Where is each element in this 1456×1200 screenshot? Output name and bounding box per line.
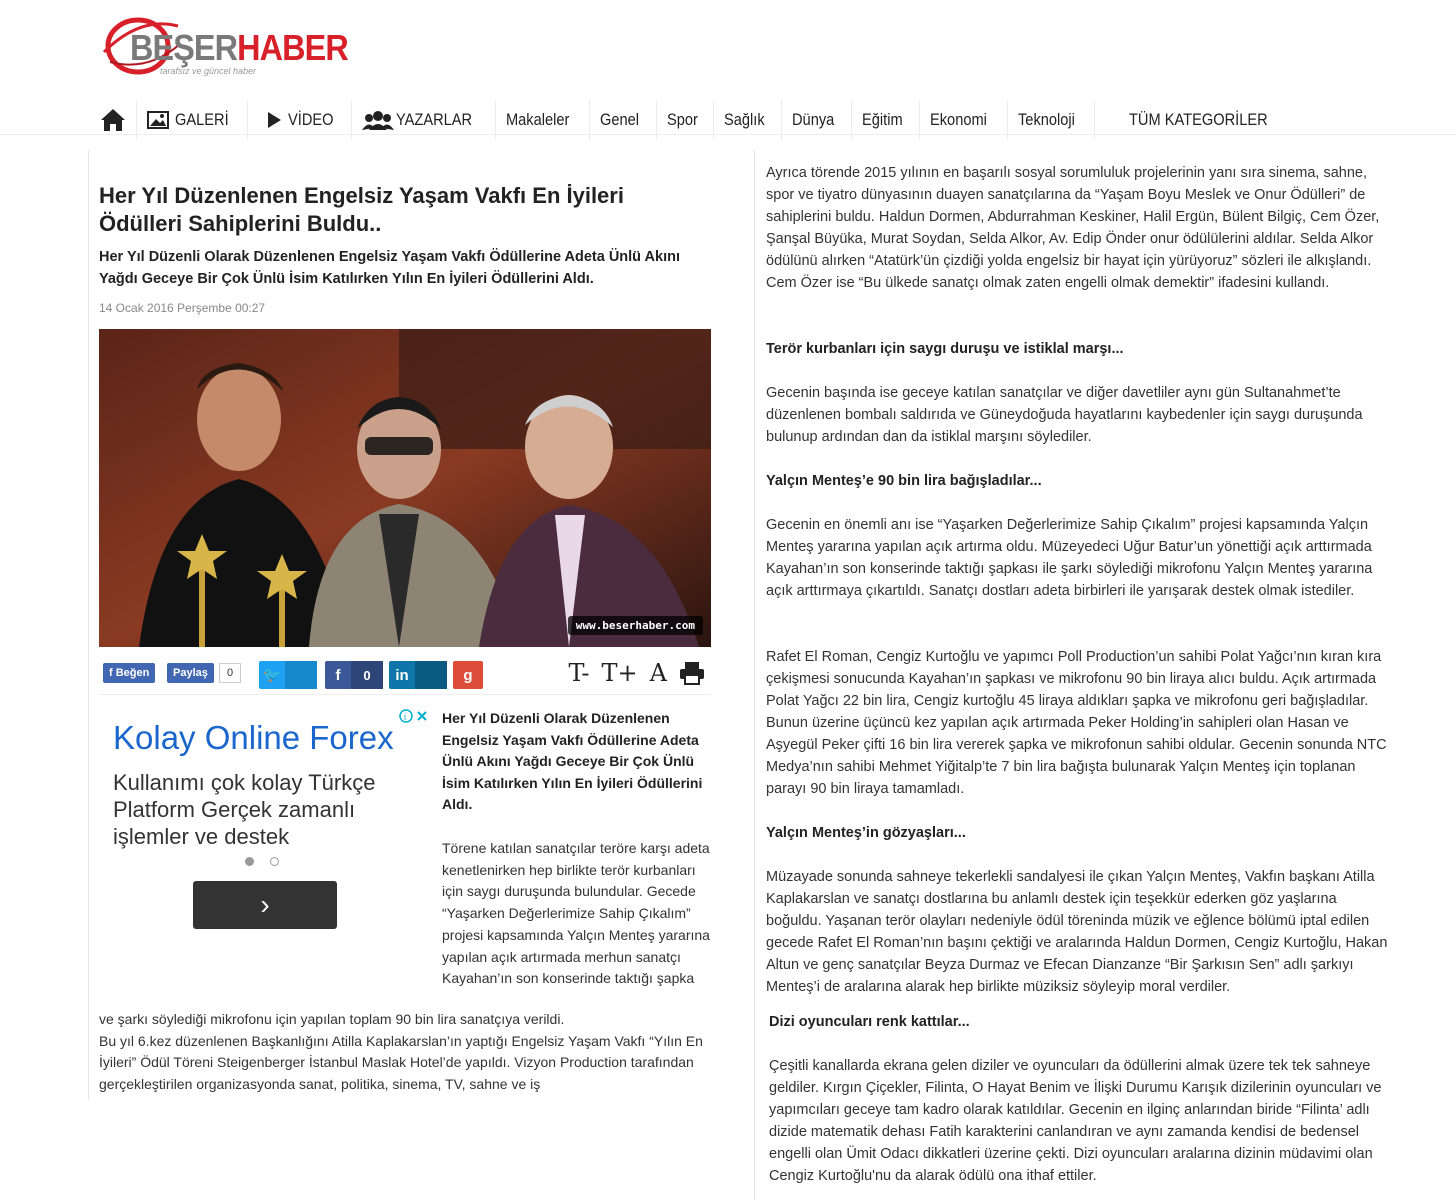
article-main bbox=[88, 150, 722, 1100]
image-icon bbox=[147, 111, 169, 129]
facebook-like-button[interactable]: f Beğen bbox=[103, 663, 155, 683]
nav-gallery[interactable]: GALERİ bbox=[137, 100, 248, 140]
ad-description: Kullanımı çok kolay Türkçe Platform Gerçek zamanlı işlemler ve destek bbox=[113, 770, 376, 849]
article-continuation bbox=[754, 150, 1404, 1200]
twitter-share-button[interactable] bbox=[259, 661, 317, 689]
print-icon[interactable] bbox=[679, 661, 705, 685]
linkedin-icon: in bbox=[395, 666, 409, 684]
google-plus-icon: g bbox=[463, 666, 473, 684]
article-paragraph: Rafet El Roman, Cengiz Kurtoğlu ve yapımcı Poll Production’un sahibi Polat Yağcı’nın kıran kıra çekişmesi sonucunda Kayahan’ın şapkası ve mikrofonu 90 bin liraya alıcı buldu. Açık artırmada Polat Yağcı 22 bin lira, Cengiz kurtoğlu 45 liraya aldıkları şapka ve mikrofonu geri bağışladılar. Bunun üzerine üçüncü kez yapılan açık artırmada Peker Holding’in sahipleri olan Hasan ve Aşyegül Peker çifti 16 bin lira vererek şapka ve mikrofonun sahibi oldular. Gecenin sonunda NTC Medya’nın sahibi Mehmet Yiğitalp’te 7 bin lira bağışta bulunarak Yalçın Menteş için toplanan parayı 90 bin liraya tamamladı. bbox=[766, 649, 1387, 797]
photo-illustration bbox=[99, 329, 711, 647]
photo-watermark: www.beserhaber.com bbox=[568, 616, 703, 635]
article-paragraph: Ayrıca törende 2015 yılının en başarılı sosyal sorumluluk projelerinin yanı sıra sinema, sahne, spor ve tiyatro dünyasının duayen sanatçılarına da “Yaşam Boyu Meslek ve Onur Ödülleri” de sahiplerini buldu. Haldun Dormen, Abdurrahman Keskiner, Halil Ergün, Bülent Bilgiç, Cem Özer, Şanşal Büyüka, Murat Soydan, Selda Alkor, Av. Edip Önder onur ödülülerini aldılar. Selda Alkor ödülünü alırken “Atatürk’ün çizdiği yolda engelsiz bir hayat için yürüyoruz” sözleri ile alkışlandı. Cem Özer ise “Bu ülkede sanatçı olmak zaten engelli olmak demektir” ifadesini kullandı. bbox=[766, 165, 1380, 291]
logo-tagline: tarafsız ve güncel haber bbox=[160, 66, 257, 76]
nav-health[interactable]: Sağlık bbox=[714, 100, 782, 140]
facebook-count-button[interactable]: f 0 bbox=[325, 661, 383, 689]
ad-dot-active[interactable] bbox=[245, 857, 254, 866]
google-plus-share-button[interactable] bbox=[453, 661, 483, 689]
facebook-icon: f bbox=[335, 666, 341, 684]
article-photo[interactable] bbox=[99, 329, 711, 647]
article-body-wrapped: Törene katılan sanatçılar teröre karşı adeta kenetlenirken hep birlikte terör kurbanları için saygı duruşunda bulundular. Gecede “Yaşarken Değerlerimize Sahip Çıkalım” projesi kapsamında Yalçın Menteş yararına yapılan açık artırmada merhun sanatçı Kayahan’ın son konserinde taktığı şapka bbox=[442, 840, 710, 987]
ad-next-button[interactable] bbox=[193, 881, 337, 929]
facebook-share-button[interactable]: Paylaş bbox=[167, 663, 214, 683]
nav-video[interactable]: VİDEO bbox=[248, 100, 352, 140]
ad-headline[interactable]: Kolay Online Forex bbox=[113, 719, 394, 756]
share-bar bbox=[99, 655, 711, 695]
home-icon bbox=[100, 108, 126, 132]
article-intro: Her Yıl Düzenli Olarak Düzenlenen Engelsiz Yaşam Vakfı Ödüllerine Adeta Ünlü Akını Yağdı Geceye Bir Çok Ünlü İsim Katılırken Yılın En İyileri Ödüllerini Aldı. bbox=[442, 710, 703, 812]
article-paragraph: ve şarkı söylediği mikrofonu için yapılan toplam 90 bin lira sanatçıya verildi. bbox=[99, 1011, 565, 1027]
nav-general[interactable]: Genel bbox=[590, 100, 656, 140]
text-tools bbox=[569, 659, 706, 687]
nav-education[interactable]: Eğitim bbox=[852, 100, 920, 140]
article-subheading: Terör kurbanları için saygı duruşu ve istiklal marşı... bbox=[766, 341, 1124, 357]
twitter-icon: 🐦 bbox=[262, 667, 282, 684]
facebook-icon: f bbox=[109, 667, 116, 679]
ad-choices-icon[interactable] bbox=[399, 709, 429, 723]
users-icon bbox=[362, 110, 394, 130]
article-date: 14 Ocak 2016 Perşembe 00:27 bbox=[99, 301, 266, 315]
article-paragraph: Çeşitli kanallarda ekrana gelen diziler ve oyuncuları da ödüllerini almak üzere tek tek sahneye geldiler. Kırgın Çiçekler, Filinta, O Hayat Benim ve İlişki Durumu Karışık dizilerinin oyuncuları ve yapımcıları geceye tam kadro olarak katıldılar. Gecenin en ilginç anlarından biride “Filinta’ adlı dizide matematik dehası Fatih karakterini canlandıran ve aynı zamanda kendisi de bedensel engelli olan Ümit Odacı dikkatleri üzerine çekti. Dizi oyuncuları aralarına dizinin müdavimi olan Cengiz Kurtoğlu'nu da alarak ödülü ona ithaf ettiler. bbox=[769, 1058, 1382, 1184]
nav-divider bbox=[0, 134, 1456, 135]
article-paragraph: Bu yıl 6.kez düzenlenen Başkanlığını Atilla Kaplakarslan’ın yaptığı Engelsiz Yaşam Vakfı “Yılın En İyileri” Ödül Töreni Steigenberger İstanbul Maslak Hotel’de yapıldı. Vizyon Production tarafından gerçekleştirilen organizasyonda sanat, politika, sinema, TV, sahne ve iş bbox=[99, 1032, 703, 1093]
article-paragraph: Gecenin başında ise geceye katılan sanatçılar ve diğer davetliler aynı gün Sultanahmet’te düzenlenen bombalı saldırıda ve Güneydoğuda hayatlarını kaybedenler için saygı duruşunda bulunup ardından dan da istiklal marşını söylediler. bbox=[766, 385, 1363, 445]
article-subheading: Yalçın Menteş’in gözyaşları... bbox=[766, 825, 966, 841]
article-subheading: Yalçın Menteş’e 90 bin lira bağışladılar... bbox=[766, 473, 1042, 489]
logo-wordmark: BEŞERHABER bbox=[130, 27, 348, 68]
article-title: Her Yıl Düzenlenen Engelsiz Yaşam Vakfı En İyileri Ödülleri Sahiplerini Buldu.. bbox=[99, 183, 624, 236]
nav-technology[interactable]: Teknoloji bbox=[1008, 100, 1095, 140]
nav-world[interactable]: Dünya bbox=[782, 100, 852, 140]
text-decrease-button[interactable]: T- bbox=[568, 659, 590, 687]
article-paragraph: Gecenin en önemli anı ise “Yaşarken Değerlerimize Sahip Çıkalım” projesi kapsamında Yalçın Menteş yararına yapılan açık artırma oldu. Müzeyedeci Uğur Batur’un yönettiği açık arttırmada Kayahan’ın son konserinde taktığı şapkası ile şarkı söylediği mikrofonu Yalçın Menteş yararına açık arttırmaya çıkartıldı. Sanatçı dostları adeta birbirleri ile yarışarak destek olmak istediler. bbox=[766, 517, 1373, 599]
nav-all-categories[interactable]: TÜM KATEGORİLER bbox=[1128, 110, 1268, 129]
advertisement[interactable] bbox=[99, 707, 429, 947]
text-increase-button[interactable]: T+ bbox=[601, 659, 638, 687]
chevron-right-icon: › bbox=[260, 889, 270, 920]
article-spot: Her Yıl Düzenli Olarak Düzenlenen Engelsiz Yaşam Vakfı Ödüllerine Adeta Ünlü Akını Yağdı Geceye Bir Çok Ünlü İsim Katılırken Yılın En İyileri Ödüllerini Aldı. bbox=[99, 249, 680, 287]
nav-authors[interactable]: YAZARLAR bbox=[352, 100, 496, 140]
play-icon bbox=[266, 111, 282, 129]
nav-articles[interactable]: Makaleler bbox=[496, 100, 591, 140]
article-body-continued bbox=[99, 1009, 719, 1096]
nav-sports[interactable]: Spor bbox=[657, 100, 714, 140]
svg-text:i: i bbox=[404, 712, 406, 722]
font-toggle-button[interactable]: A bbox=[649, 659, 667, 687]
ad-dot[interactable] bbox=[270, 857, 279, 866]
linkedin-share-button[interactable] bbox=[389, 661, 447, 689]
article-paragraph: Müzayade sonunda sahneye tekerlekli sandalyesi ile çıkan Yalçın Menteş, Vakfın başkanı Atilla Kaplakarslan ve sanatçı dostlarına bu anlamlı destek için teşekkür ederken göz yaşlarına boğuldu. Yaşanan terör olayları nedeniyle ödül töreninda müzik ve eğlence bölümü iptal edilen gecede Rafet El Roman’nın başını çektiği ve aralarında Haldun Dormen, Cengiz Kurtoğlu, Hakan Altun ve genç sanatçılar Beyza Durmaz ve Efecan Dianzanze “Bir Şarkısın Sen” adlı şarkıyı Menteş’i de aralarına alarak hep birlikte müziksiz söyleyip moral verdiler. bbox=[766, 869, 1388, 995]
ad-carousel-dots bbox=[245, 857, 279, 866]
facebook-like-count: 0 bbox=[219, 663, 241, 683]
site-logo[interactable] bbox=[100, 6, 348, 84]
nav-economy[interactable]: Ekonomi bbox=[920, 100, 1007, 140]
article-subheading: Dizi oyuncuları renk kattılar... bbox=[769, 1014, 970, 1030]
